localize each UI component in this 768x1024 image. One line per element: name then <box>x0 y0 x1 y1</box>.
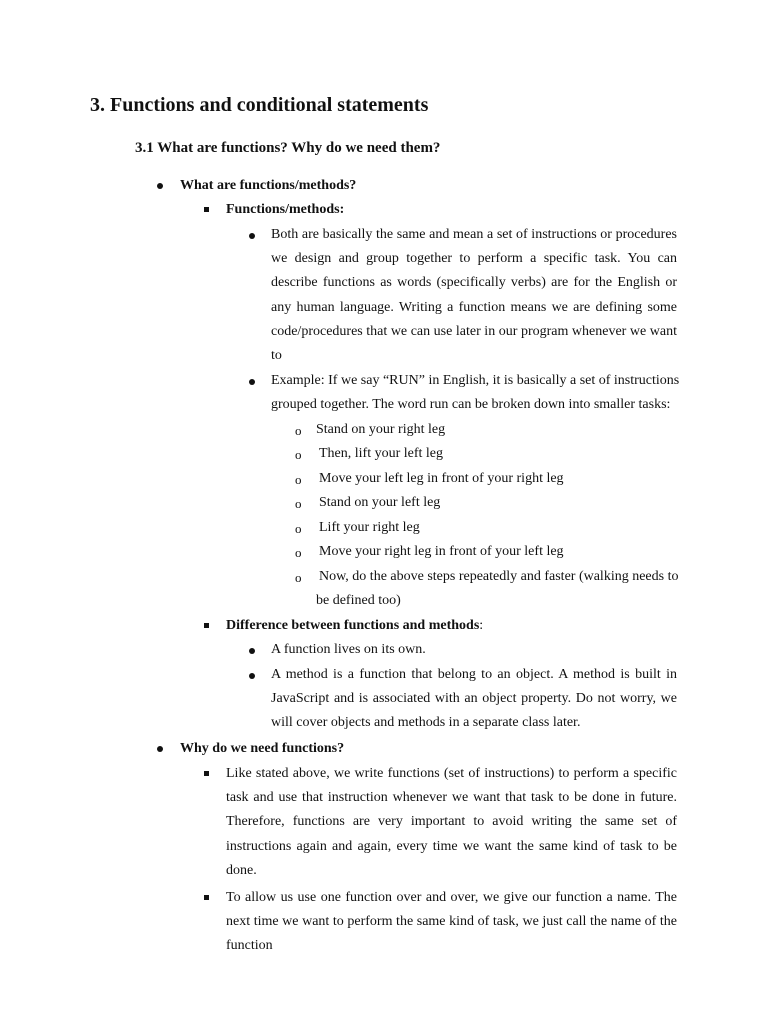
method-definition-item: A method is a function that belong to an object. A method is built in JavaScript and is associated with an object property. Do not worry, we will cover objects and methods in a separate class later. <box>271 667 677 731</box>
hollow-circle-bullet-icon: o <box>295 545 302 560</box>
step-list-item: Lift your right leg <box>319 520 420 535</box>
step-list-item: Now, do the above steps repeatedly and faster (walking needs to be defined too) <box>316 569 679 609</box>
hollow-circle-bullet-icon: o <box>295 570 302 585</box>
hollow-circle-bullet-icon: o <box>295 521 302 536</box>
section-heading: 3. Functions and conditional statements <box>90 94 429 116</box>
why-need-paragraph-1: Like stated above, we write functions (set of instructions) to perform a specific task and use that instruction whenever we want that task to be done in future. Therefore, functions are very important to avoid writing the same set of instructions again and again, every time we want the same kind of task to be done. <box>226 766 677 878</box>
difference-title <box>226 614 483 638</box>
step-list-item: Then, lift your left leg <box>319 446 444 461</box>
function-definition-item: A function lives on its own. <box>271 642 426 657</box>
why-need-functions-title: Why do we need functions? <box>180 741 345 756</box>
filled-square-bullet-icon <box>204 771 209 776</box>
step-list-item: Stand on your right leg <box>316 422 446 437</box>
filled-circle-bullet-icon <box>249 673 255 679</box>
filled-square-bullet-icon <box>204 207 209 212</box>
subsection-heading: 3.1 What are functions? Why do we need them? <box>135 140 441 156</box>
filled-circle-bullet-icon <box>157 746 163 752</box>
hollow-circle-bullet-icon: o <box>295 447 302 462</box>
step-list-item: Move your right leg in front of your left leg <box>319 544 564 559</box>
difference-title-colon: : <box>479 618 484 633</box>
hollow-circle-bullet-icon: o <box>295 472 302 487</box>
filled-circle-bullet-icon <box>249 648 255 654</box>
step-list-item: Stand on your left leg <box>319 495 441 510</box>
what-are-functions-title: What are functions/methods? <box>180 178 357 193</box>
filled-square-bullet-icon <box>204 895 209 900</box>
example-paragraph: Example: If we say “RUN” in English, it is basically a set of instructions grouped together. The word run can be broken down into smaller tasks: <box>271 373 680 413</box>
hollow-circle-bullet-icon: o <box>295 496 302 511</box>
filled-circle-bullet-icon <box>249 379 255 385</box>
difference-title-text: Difference between functions and methods <box>226 618 480 633</box>
definition-paragraph: Both are basically the same and mean a set of instructions or procedures we design and group together to perform a specific task. You can describe functions as words (specifically verbs) are for the English or any human language. Writing a function means we are defining some code/procedures that we can use later in our program whenever we want to <box>271 227 677 364</box>
filled-square-bullet-icon <box>204 623 209 628</box>
step-list-item: Move your left leg in front of your right leg <box>319 471 564 486</box>
hollow-circle-bullet-icon: o <box>295 423 302 438</box>
filled-circle-bullet-icon <box>157 183 163 189</box>
functions-methods-title: Functions/methods: <box>226 202 345 217</box>
why-need-paragraph-2: To allow us use one function over and over, we give our function a name. The next time we want to perform the same kind of task, we just call the name of the function <box>226 890 677 954</box>
filled-circle-bullet-icon <box>249 233 255 239</box>
